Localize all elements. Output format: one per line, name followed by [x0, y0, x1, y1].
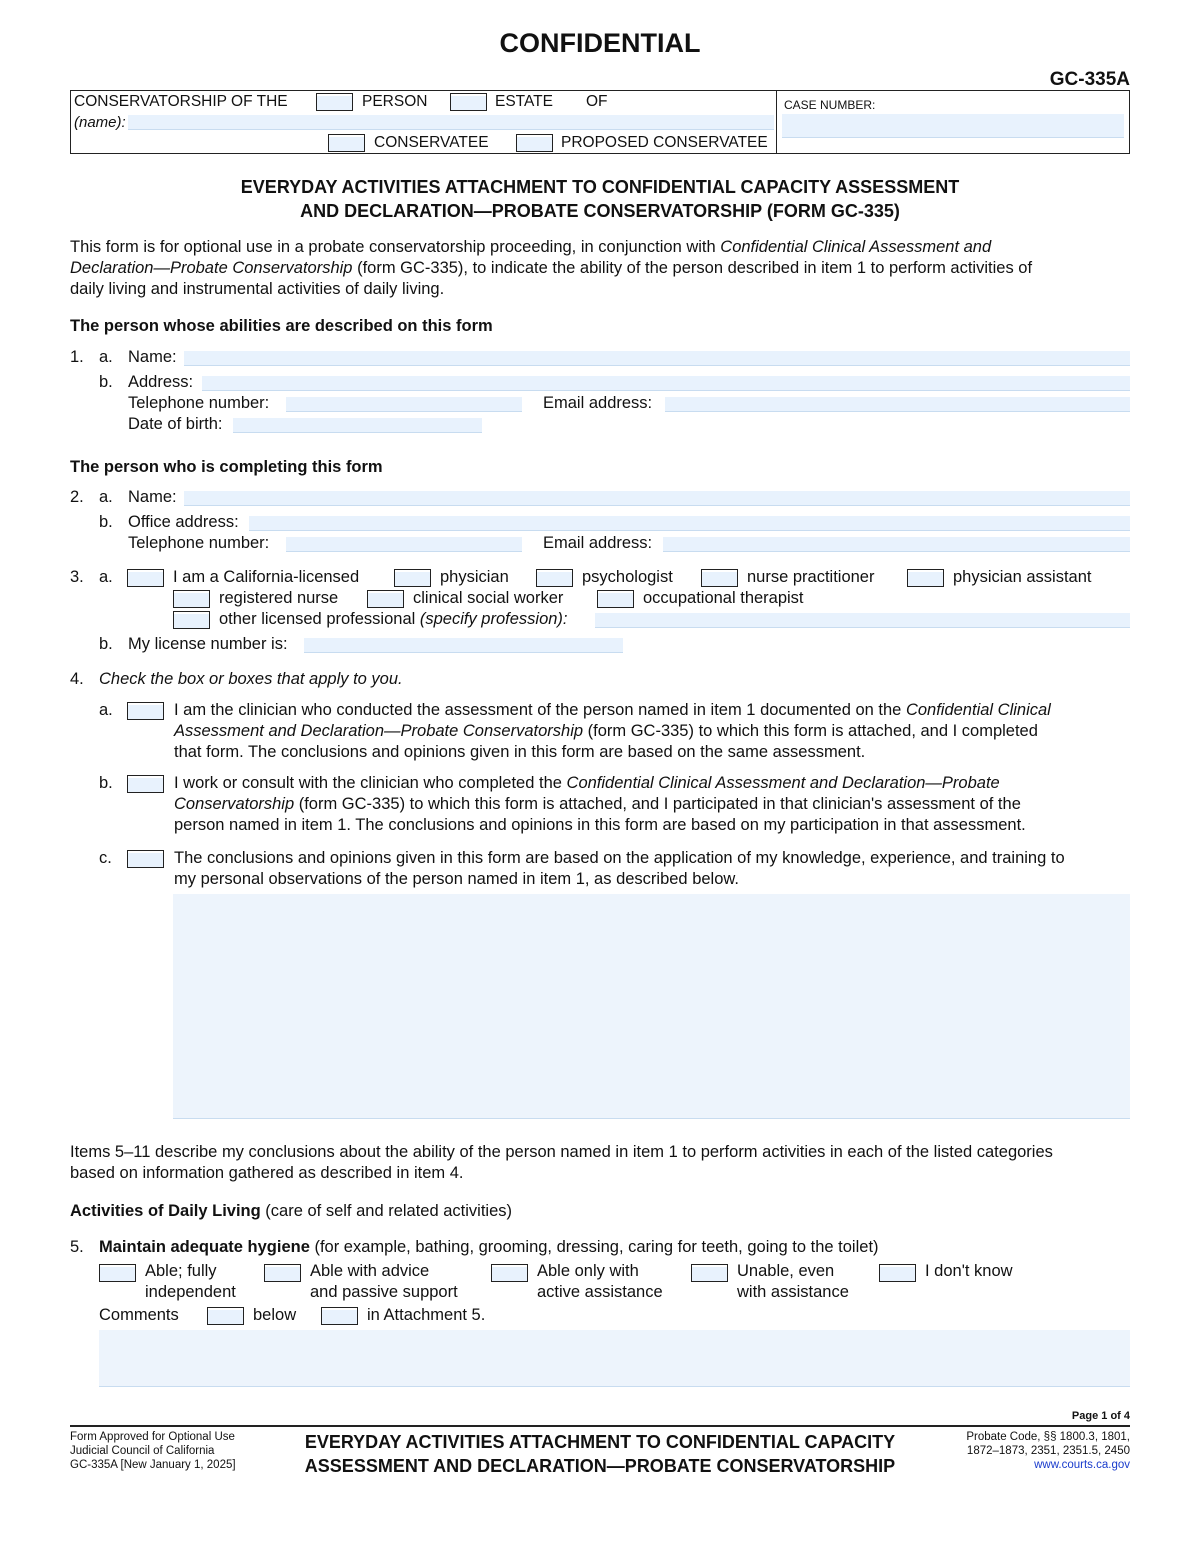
hygiene-dont-know-label: I don't know [925, 1262, 1013, 1280]
item1-email-field[interactable] [665, 397, 1130, 412]
hygiene-unable-checkbox[interactable] [691, 1264, 728, 1282]
item4b-text [174, 773, 1134, 836]
page-number: Page 1 of 4 [1071, 1410, 1130, 1422]
footer-title-1: EVERYDAY ACTIVITIES ATTACHMENT TO CONFIDENTIAL CAPACITY [304, 1432, 896, 1452]
item2-name-field[interactable] [184, 491, 1130, 506]
item4b-checkbox[interactable] [127, 775, 164, 793]
estate-checkbox[interactable] [450, 93, 487, 111]
license-number-label: My license number is: [128, 635, 288, 653]
specify-profession-text: (specify profession): [419, 610, 568, 628]
comments-attachment-label: in Attachment 5. [367, 1306, 486, 1324]
other-professional-label [219, 610, 568, 629]
other-professional-text: other licensed professional [219, 610, 420, 628]
hygiene-advice-support-checkbox[interactable] [264, 1264, 301, 1282]
item4a-text-5: that form. The conclusions and opinions given in this form are based on the same assessment. [174, 743, 866, 761]
opt4-l1: Unable, even [737, 1262, 835, 1280]
item1-telephone-label: Telephone number: [128, 394, 270, 412]
item4a-text-3: Assessment and Declaration—Probate Conservatorship [174, 722, 584, 740]
item4b-text-3: Conservatorship [174, 795, 295, 813]
item4b-text-1: I work or consult with the clinician who completed the [174, 774, 567, 792]
item4a-text-1: I am the clinician who conducted the assessment of the person named in item 1 documented on the [174, 701, 906, 719]
item1-address-field[interactable] [202, 376, 1130, 391]
footer-right-1: Probate Code, §§ 1800.3, 1801, [966, 1431, 1130, 1443]
intro-text-3: Declaration—Probate Conservatorship [70, 259, 353, 277]
california-licensed-checkbox[interactable] [127, 569, 164, 587]
hygiene-active-assistance-checkbox[interactable] [491, 1264, 528, 1282]
opt3-l1: Able only with [537, 1262, 639, 1280]
hygiene-dont-know-checkbox[interactable] [879, 1264, 916, 1282]
item4b-text-5: person named in item 1. The conclusions and opinions in this form are based on my participation in that assessment. [174, 816, 1026, 834]
physician-label: physician [440, 568, 509, 586]
item1-dob-label: Date of birth: [128, 415, 223, 433]
confidential-heading: CONFIDENTIAL [499, 28, 701, 58]
intro-text-1: This form is for optional use in a probate conservatorship proceeding, in conjunction with [70, 238, 721, 256]
intro-text-2: Confidential Clinical Assessment and [720, 238, 992, 256]
psychologist-checkbox[interactable] [536, 569, 573, 587]
item4b-text-2: Confidential Clinical Assessment and Declaration—Probate [566, 774, 1000, 792]
items-note [70, 1142, 1135, 1184]
person-label: PERSON [362, 93, 428, 110]
item2a-letter: a. [99, 488, 113, 506]
opt2-l2: and passive support [310, 1283, 458, 1301]
item4c-letter: c. [99, 849, 112, 867]
occupational-therapist-checkbox[interactable] [597, 590, 634, 608]
item1a-letter: a. [99, 348, 113, 366]
footer-title-2: ASSESSMENT AND DECLARATION—PROBATE CONSERVATORSHIP [304, 1456, 896, 1476]
item2-number: 2. [70, 488, 84, 506]
adl-heading [70, 1202, 512, 1221]
item3a-letter: a. [99, 568, 113, 586]
caption-divider [776, 90, 777, 154]
item4a-text [174, 700, 1134, 763]
item4a-letter: a. [99, 701, 113, 719]
item1-name-label: Name: [128, 348, 177, 366]
item2-office-address-field[interactable] [249, 516, 1130, 531]
item4b-letter: b. [99, 774, 113, 792]
item2-email-label: Email address: [543, 534, 653, 552]
item1-number: 1. [70, 348, 84, 366]
opt1-l2: independent [145, 1283, 236, 1301]
item2-office-address-label: Office address: [128, 513, 239, 531]
case-number-field[interactable] [782, 114, 1124, 138]
physician-assistant-checkbox[interactable] [907, 569, 944, 587]
adl-heading-sub: (care of self and related activities) [260, 1202, 512, 1220]
intro-text-5: daily living and instrumental activities of daily living. [70, 280, 445, 298]
item1-email-label: Email address: [543, 394, 653, 412]
footer-left-2: Judicial Council of California [70, 1445, 215, 1457]
footer-left-3: GC-335A [New January 1, 2025] [70, 1459, 236, 1471]
item5-number: 5. [70, 1238, 84, 1256]
item2-name-label: Name: [128, 488, 177, 506]
comments-below-label: below [253, 1306, 297, 1324]
footer-left-1: Form Approved for Optional Use [70, 1431, 235, 1443]
registered-nurse-label: registered nurse [219, 589, 339, 607]
psychologist-label: psychologist [582, 568, 673, 586]
footer-right-2: 1872–1873, 2351, 2351.5, 2450 [966, 1445, 1130, 1457]
item2-telephone-label: Telephone number: [128, 534, 270, 552]
case-number-label: CASE NUMBER: [784, 98, 876, 112]
opt3-l2: active assistance [537, 1283, 663, 1301]
conservatee-checkbox[interactable] [328, 134, 365, 152]
item1-telephone-field[interactable] [286, 397, 522, 412]
hygiene-unable-label [737, 1261, 849, 1303]
proposed-conservatee-checkbox[interactable] [516, 134, 553, 152]
proposed-conservatee-label: PROPOSED CONSERVATEE [561, 134, 768, 151]
opt2-l1: Able with advice [310, 1262, 430, 1280]
hygiene-fully-independent-label [145, 1261, 236, 1303]
name-label: (name): [74, 114, 126, 131]
item1b-letter: b. [99, 373, 113, 391]
items-note-1: Items 5–11 describe my conclusions about the ability of the person named in item 1 to perform activities in each of the listed categories [70, 1143, 1053, 1161]
conservatorship-label: CONSERVATORSHIP OF THE [74, 93, 288, 110]
conservatee-name-field[interactable] [128, 115, 774, 130]
item4c-text-2: my personal observations of the person named in item 1, as described below. [174, 870, 739, 888]
item4c-checkbox[interactable] [127, 850, 164, 868]
item2-email-field[interactable] [663, 537, 1130, 552]
items-note-2: based on information gathered as described in item 4. [70, 1164, 464, 1182]
opt4-l2: with assistance [737, 1283, 849, 1301]
intro-text-4: (form GC-335), to indicate the ability of the person described in item 1 to perform activities of [352, 259, 1033, 277]
estate-label: ESTATE [495, 93, 553, 110]
item4c-text-1: The conclusions and opinions given in this form are based on the application of my knowledge, experience, and training to [174, 849, 1065, 867]
item4a-text-2: Confidential Clinical [905, 701, 1051, 719]
item4-instruction: Check the box or boxes that apply to you. [99, 670, 403, 688]
of-label: OF [586, 93, 608, 110]
comments-attachment-checkbox[interactable] [321, 1307, 358, 1325]
courts-website-link[interactable]: www.courts.ca.gov [1034, 1459, 1130, 1471]
form-code: GC-335A [1049, 69, 1130, 90]
item4-number: 4. [70, 670, 84, 688]
item1-dob-field[interactable] [233, 418, 482, 433]
person-checkbox[interactable] [316, 93, 353, 111]
physician-checkbox[interactable] [394, 569, 431, 587]
item5-desc: (for example, bathing, grooming, dressing, caring for teeth, going to the toilet) [309, 1238, 879, 1256]
intro-paragraph [70, 237, 1135, 300]
item4c-text [174, 848, 1134, 890]
item3-number: 3. [70, 568, 84, 586]
opt1-l1: Able; fully [145, 1262, 217, 1280]
section2-heading: The person who is completing this form [70, 458, 383, 476]
registered-nurse-checkbox[interactable] [173, 590, 210, 608]
nurse-practitioner-checkbox[interactable] [701, 569, 738, 587]
nurse-practitioner-label: nurse practitioner [747, 568, 875, 586]
clinical-social-worker-label: clinical social worker [413, 589, 564, 607]
hygiene-advice-support-label [310, 1261, 458, 1303]
item4a-text-4: (form GC-335) to which this form is attached, and I completed [583, 722, 1038, 740]
item5-title-bold: Maintain adequate hygiene [99, 1238, 310, 1256]
license-number-field[interactable] [304, 638, 623, 653]
hygiene-fully-independent-checkbox[interactable] [99, 1264, 136, 1282]
comments-label: Comments [99, 1306, 179, 1324]
item4a-checkbox[interactable] [127, 702, 164, 720]
form-title-line1: EVERYDAY ACTIVITIES ATTACHMENT TO CONFIDENTIAL CAPACITY ASSESSMENT [240, 177, 960, 197]
footer-rule [70, 1425, 1130, 1427]
other-professional-checkbox[interactable] [173, 611, 210, 629]
conservatee-label: CONSERVATEE [374, 134, 489, 151]
item4b-text-4: (form GC-335) to which this form is attached, and I participated in that clinician's assessment of the [294, 795, 1021, 813]
item4c-description-field[interactable] [173, 894, 1130, 1119]
physician-assistant-label: physician assistant [953, 568, 1092, 586]
hygiene-active-assistance-label [537, 1261, 663, 1303]
item2b-letter: b. [99, 513, 113, 531]
other-profession-field[interactable] [595, 613, 1130, 628]
item1-address-label: Address: [128, 373, 194, 391]
section1-heading: The person whose abilities are described on this form [70, 317, 493, 335]
california-licensed-label: I am a California-licensed [173, 568, 360, 586]
item2-telephone-field[interactable] [286, 537, 522, 552]
comments-below-checkbox[interactable] [207, 1307, 244, 1325]
occupational-therapist-label: occupational therapist [643, 589, 804, 607]
item3b-letter: b. [99, 635, 113, 653]
item1-name-field[interactable] [184, 351, 1130, 366]
item5-title [99, 1238, 879, 1257]
item5-comments-field[interactable] [99, 1330, 1130, 1387]
form-title-line2: AND DECLARATION—PROBATE CONSERVATORSHIP (FORM GC-335) [300, 201, 900, 221]
adl-heading-bold: Activities of Daily Living [70, 1202, 261, 1220]
clinical-social-worker-checkbox[interactable] [367, 590, 404, 608]
